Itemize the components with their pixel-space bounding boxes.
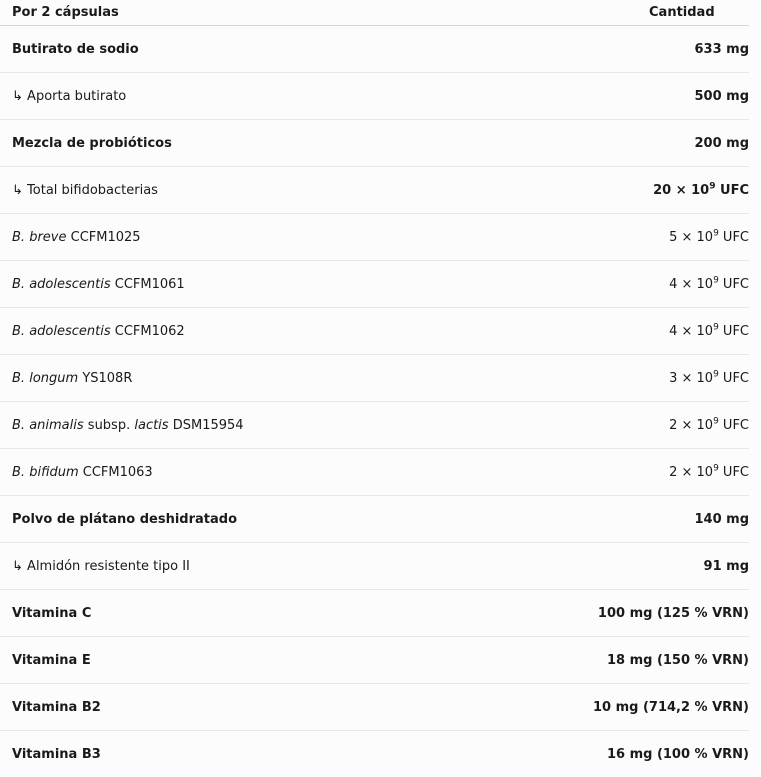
ingredient-name — [12, 89, 126, 104]
ingredient-amount: 16 mg (100 % VRN) — [606, 746, 749, 762]
ingredient-name: Vitamina C — [12, 605, 92, 621]
ingredient-amount — [669, 324, 749, 339]
amount-unit: UFC — [718, 229, 749, 245]
genus: B. — [12, 417, 26, 433]
ingredient-name — [12, 324, 185, 339]
amount-exponent: 9 — [713, 275, 719, 286]
amount-unit: UFC — [718, 370, 749, 386]
ingredient-name — [12, 465, 153, 480]
table-row — [0, 402, 749, 449]
ingredient-amount: 140 mg — [694, 511, 749, 527]
ingredient-amount: 10 mg (714,2 % VRN) — [592, 699, 749, 715]
ingredient-amount — [669, 230, 749, 245]
amount-exponent: 9 — [709, 181, 716, 192]
amount-value: 20 × 10 — [653, 182, 710, 198]
amount-unit: UFC — [718, 464, 749, 480]
amount-unit: UFC — [715, 182, 749, 198]
subsp-label: subsp. — [87, 417, 131, 433]
column-header-ingredient: Por 2 cápsulas — [12, 5, 119, 20]
table-row — [0, 637, 749, 684]
ingredient-name-text: Total bifidobacterias — [27, 182, 158, 198]
amount-exponent: 9 — [713, 228, 719, 239]
ingredient-name — [12, 559, 190, 574]
table-row — [0, 214, 749, 261]
table-row — [0, 496, 749, 543]
ingredient-amount: 500 mg — [694, 88, 749, 104]
genus: B. — [12, 323, 26, 339]
strain: DSM15954 — [172, 417, 244, 433]
ingredient-amount — [669, 277, 749, 292]
ingredient-name-text: Aporta butirato — [27, 88, 127, 104]
table-row — [0, 261, 749, 308]
strain: CCFM1061 — [114, 276, 185, 292]
ingredient-amount: 91 mg — [703, 558, 749, 574]
ingredient-name — [12, 418, 244, 433]
amount-value: 2 × 10 — [669, 464, 714, 480]
table-row — [0, 731, 749, 777]
species: breve — [29, 229, 67, 245]
amount-exponent: 9 — [713, 322, 719, 333]
table-header — [0, 0, 749, 26]
ingredient-amount — [669, 418, 749, 433]
column-header-amount: Cantidad — [649, 5, 715, 20]
amount-unit: UFC — [718, 276, 749, 292]
amount-value: 4 × 10 — [669, 323, 714, 339]
ingredient-name — [12, 230, 141, 245]
ingredient-name — [12, 277, 185, 292]
ingredient-amount — [653, 183, 749, 198]
species: longum — [29, 370, 79, 386]
ingredient-name: Polvo de plátano deshidratado — [12, 511, 238, 527]
strain: CCFM1062 — [114, 323, 185, 339]
table-row — [0, 120, 749, 167]
table-row — [0, 73, 749, 120]
genus: B. — [12, 464, 26, 480]
table-row — [0, 308, 749, 355]
amount-value: 4 × 10 — [669, 276, 714, 292]
strain: YS108R — [82, 370, 133, 386]
table-row — [0, 26, 749, 73]
genus: B. — [12, 229, 26, 245]
ingredient-name: Vitamina E — [12, 652, 91, 668]
amount-unit: UFC — [718, 417, 749, 433]
ingredient-name: Butirato de sodio — [12, 41, 139, 57]
table-row — [0, 355, 749, 402]
amount-value: 5 × 10 — [669, 229, 714, 245]
subspecies: lactis — [134, 417, 169, 433]
ingredient-amount — [669, 465, 749, 480]
ingredient-name — [12, 371, 132, 386]
amount-value: 2 × 10 — [669, 417, 714, 433]
ingredient-amount: 18 mg (150 % VRN) — [606, 652, 749, 668]
ingredient-amount: 100 mg (125 % VRN) — [597, 605, 749, 621]
amount-exponent: 9 — [713, 416, 719, 427]
species: adolescentis — [29, 276, 111, 292]
amount-unit: UFC — [718, 323, 749, 339]
table-row — [0, 543, 749, 590]
table-row — [0, 590, 749, 637]
species: bifidum — [29, 464, 79, 480]
table-row — [0, 449, 749, 496]
ingredient-name: Vitamina B2 — [12, 699, 101, 715]
strain: CCFM1063 — [82, 464, 153, 480]
ingredient-name: Mezcla de probióticos — [12, 135, 172, 151]
strain: CCFM1025 — [70, 229, 141, 245]
ingredient-name — [12, 183, 158, 198]
table-row — [0, 684, 749, 731]
amount-exponent: 9 — [713, 369, 719, 380]
ingredient-amount — [669, 371, 749, 386]
species: adolescentis — [29, 323, 111, 339]
sub-item-arrow-icon: ↳ — [12, 88, 23, 104]
genus: B. — [12, 370, 26, 386]
ingredient-amount: 200 mg — [694, 135, 749, 151]
table-row — [0, 167, 749, 214]
genus: B. — [12, 276, 26, 292]
species: animalis — [29, 417, 84, 433]
sub-item-arrow-icon: ↳ — [12, 182, 23, 198]
amount-value: 3 × 10 — [669, 370, 714, 386]
amount-exponent: 9 — [713, 463, 719, 474]
sub-item-arrow-icon: ↳ — [12, 558, 23, 574]
ingredient-name-text: Almidón resistente tipo II — [27, 558, 190, 574]
ingredient-name: Vitamina B3 — [12, 746, 101, 762]
ingredient-amount: 633 mg — [694, 41, 749, 57]
